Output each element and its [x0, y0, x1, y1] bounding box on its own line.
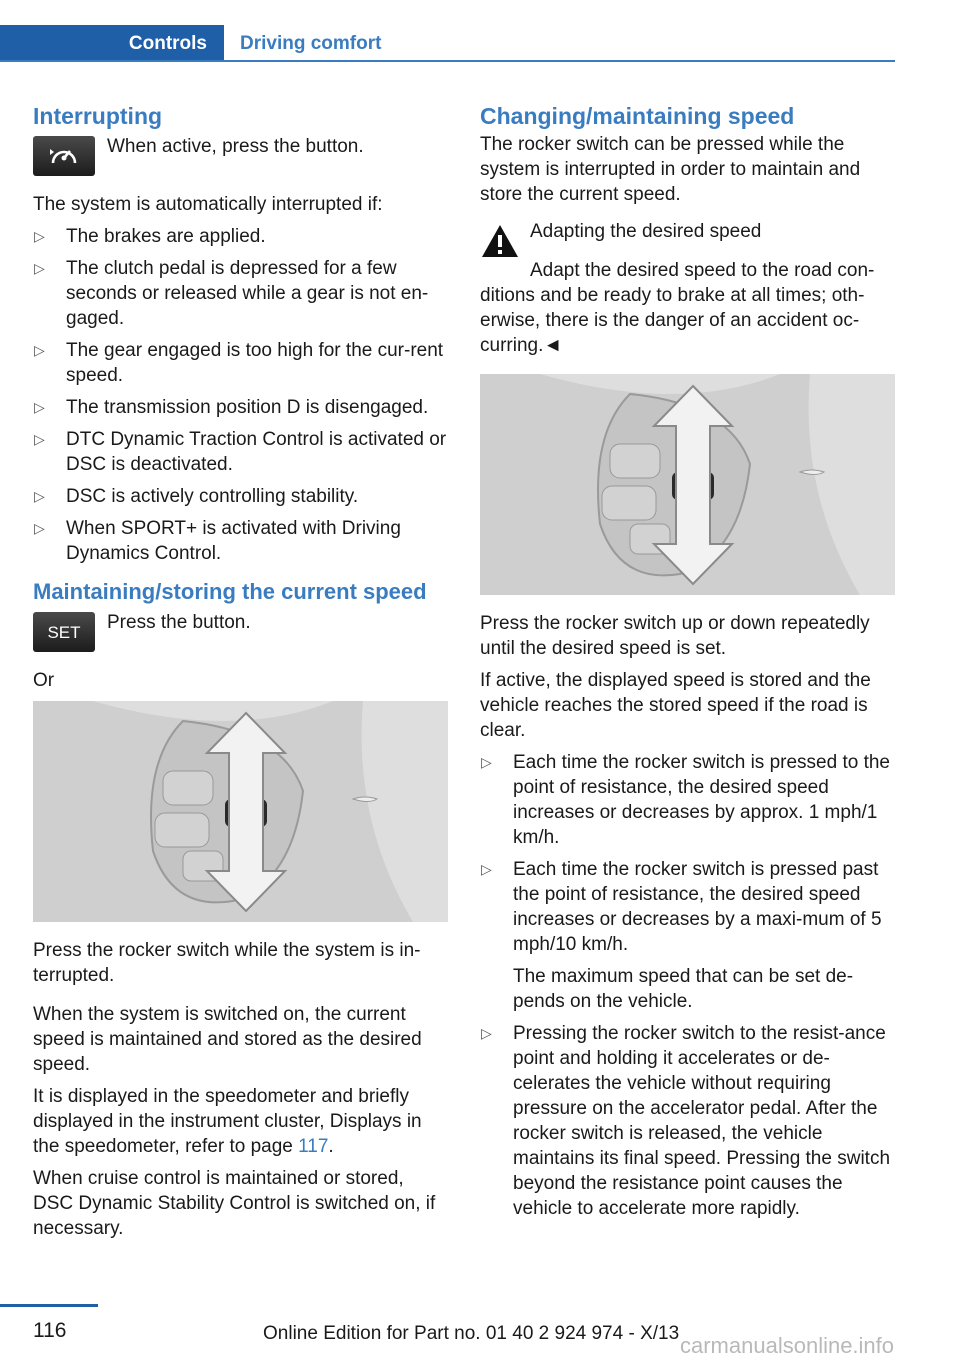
steering-wheel-rocker-image	[33, 701, 448, 922]
speed-change-list	[480, 750, 895, 1221]
warning-box	[480, 219, 895, 259]
header-rule	[0, 60, 895, 62]
triangle-bullet-icon: ▷	[481, 861, 492, 877]
left-column	[33, 100, 448, 1248]
set-button-icon: SET	[33, 612, 95, 652]
steering-wheel-rocker-image-2	[480, 374, 895, 595]
triangle-bullet-icon: ▷	[34, 399, 45, 415]
list-item: ▷ Pressing the rocker switch to the resist‐ance point and holding it accelerates or de‐celerates the vehicle without requiring pressure on the accelerator pedal. After the rocker switch is released, the vehicle maintains its final speed. Pressing the switch beyond the resistance point causes the vehicle to accelerate more rapidly.	[481, 1023, 891, 1219]
list-item-note: The maximum speed that can be set de‐pends on the vehicle.	[513, 966, 854, 1012]
triangle-bullet-icon: ▷	[34, 488, 45, 504]
triangle-bullet-icon: ▷	[34, 260, 45, 276]
watermark: carmanualsonline.info	[680, 1333, 895, 1358]
changing-intro: The rocker switch can be pressed while the system is interrupted in order to maintain and store the current speed.	[480, 134, 861, 205]
right-column	[480, 100, 895, 1231]
heading-maintaining: Maintaining/storing the current speed	[33, 579, 427, 604]
set-button-row	[33, 610, 448, 652]
list-item: ▷ The transmission position D is disengaged.	[34, 397, 429, 418]
list-item: ▷ The gear engaged is too high for the cur‐rent speed.	[34, 340, 444, 386]
heading-changing-speed: Changing/maintaining speed	[480, 103, 795, 129]
list-item: ▷ Each time the rocker switch is pressed to the point of resistance, the desired speed increases or decreases by approx. 1 mph/1 km/h.	[481, 752, 890, 848]
list-item: ▷ The brakes are applied.	[34, 226, 266, 247]
page-link[interactable]: 117	[298, 1136, 329, 1157]
heading-interrupting: Interrupting	[33, 103, 163, 129]
rocker-instruction: Press the rocker switch while the system is in‐terrupted.	[33, 940, 421, 986]
page-number: 116	[33, 1319, 67, 1342]
triangle-bullet-icon: ▷	[34, 520, 45, 536]
displayed-paragraph: It is displayed in the speedometer and briefly displayed in the instrument cluster, Displays in the speedometer, refer to page 117.	[33, 1086, 422, 1157]
triangle-bullet-icon: ▷	[34, 228, 45, 244]
interrupt-list	[33, 224, 448, 566]
rocker-repeat-text: Press the rocker switch up or down repeatedly until the desired speed is set.	[480, 613, 870, 659]
list-item: ▷ DSC is actively controlling stability.	[34, 486, 359, 507]
maintained-paragraph: When the system is switched on, the current speed is maintained and stored as the desired speed.	[33, 1004, 422, 1075]
list-item: ▷ DTC Dynamic Traction Control is activated or DSC is deactivated.	[34, 429, 447, 475]
list-item: ▷ When SPORT+ is activated with Driving Dynamics Control.	[34, 518, 401, 564]
interrupt-instruction: When active, press the button.	[107, 136, 364, 157]
edition-text: Online Edition for Part no. 01 40 2 924 974 - X/13	[263, 1323, 680, 1344]
triangle-bullet-icon: ▷	[481, 754, 492, 770]
interrupt-button-row	[33, 134, 448, 176]
stored-speed-text: If active, the displayed speed is stored and the vehicle reaches the stored speed if the road is clear.	[480, 670, 871, 741]
triangle-bullet-icon: ▷	[34, 431, 45, 447]
footer-rule	[0, 1304, 98, 1307]
page-header	[0, 25, 895, 62]
dsc-paragraph: When cruise control is maintained or stored, DSC Dynamic Stability Control is switched on, if necessary.	[33, 1168, 436, 1239]
list-item: ▷ Each time the rocker switch is pressed past the point of resistance, the desired speed increases or decreases by a maxi‐mum of 5 mph/10 km/h. The maximum speed that can be set de‐pends on the vehicle.	[480, 857, 895, 1014]
cruise-control-icon	[33, 136, 95, 176]
warning-title: Adapting the desired speed	[530, 221, 762, 242]
triangle-bullet-icon: ▷	[481, 1025, 492, 1041]
or-text: Or	[33, 670, 55, 691]
warning-triangle-icon	[480, 223, 520, 259]
warning-text: Adapt the desired speed to the road con‐ditions and be ready to brake at all times; oth‐erwise, there is the danger of an accident oc‐curring.◄	[480, 260, 875, 356]
list-item: ▷ The clutch pedal is depressed for a few seconds or released while a gear is not en‐gaged.	[34, 258, 429, 329]
triangle-bullet-icon: ▷	[34, 342, 45, 358]
interrupt-intro: The system is automatically interrupted if:	[33, 194, 383, 215]
set-instruction: Press the button.	[107, 612, 251, 633]
section-tab-driving-comfort[interactable]: Driving comfort	[240, 33, 382, 54]
section-tab-controls[interactable]: Controls	[0, 25, 224, 62]
